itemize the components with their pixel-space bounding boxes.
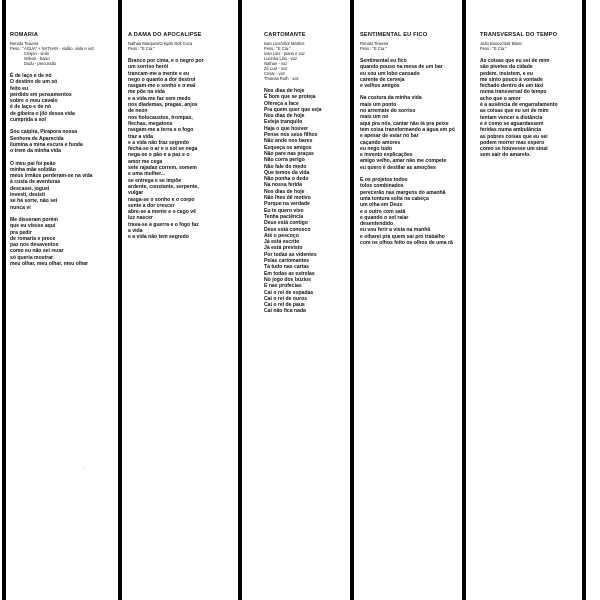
stanza [360,177,464,246]
lyric-line: eu vou ferir a vista na manhã [360,227,431,234]
lyric-line: com os olhos feito os olhos de uma rã [360,240,453,247]
lyric-line: Nos dias de hoje [264,188,305,195]
lyric-line: Não corra perigo [264,157,305,164]
lyric-line: Não lhes dê motivo [264,195,311,202]
lyric-line: sem sair do amarelo. [480,152,531,159]
credit-line: Pess.: "E Cia." [480,46,507,51]
stanza [264,88,368,315]
lyric-line: nunca vi [10,204,31,211]
lyric-line: fecha-se o ar e o sol se nega [128,146,198,153]
lyric-line: É bom que se proteja [264,94,316,101]
song-lyrics [10,73,114,267]
lyric-line: Eu te quero vivo [264,207,304,214]
lyric-line: é de laço e de nó [10,104,52,111]
lyric-line: numa transversal do tempo [480,89,547,96]
song-lyrics [360,58,464,246]
song-column-a-dama-do-apocalipse [128,32,232,247]
lyric-line: Que temos da vida [264,169,310,176]
lyric-line: trava-se a guerra e o fogo faz [128,221,199,228]
lyric-line: pra pedir [10,229,32,236]
lyric-line: Na costura da minha vida [360,95,422,102]
lyric-line: tem coisa transformando a água em pó [360,126,455,133]
lyric-line: e velhos amigos [360,83,400,90]
lyric-line: de romaria e prece [10,235,56,242]
lyric-line: se entrega e se impõe [128,177,182,184]
lyric-line: é a ausência de engarrafamento [480,102,558,109]
lyric-line: me sinto pouco à vontade [480,76,543,83]
lyric-line: Deus está conosco [264,226,311,233]
lyric-line: um sorriso herói [128,64,169,71]
lyric-line: e olharei pra quem sai pro trabalho [360,233,445,240]
lyric-line: As coisas que eu sei de mim [480,58,550,64]
lyric-line: paz nos desaventos [10,242,59,249]
lyric-line: nego o quanto a dor destroi [128,76,196,83]
lyric-line: Por todas as videntes [264,251,317,258]
lyric-line: Cai não fica nada [264,308,306,315]
lyric-line: como eu não sei rezar [10,248,64,255]
lyric-line: desentendido [360,221,394,228]
lyric-line: flechas, megatons [128,120,173,127]
lyric-line: me põe na vida [128,89,165,96]
lyric-line: Me disseram porém [10,216,58,223]
lyric-line: Tenha paciência [264,213,304,220]
lyric-line: perdido em pensamentos [10,91,72,98]
lyric-line: à custa de aventuras [10,179,61,186]
lyric-line: são pivetes da cidade [480,64,533,71]
credit-line: Nathan Marques/Crispim Dell Cuca [128,41,193,46]
song-credits [264,41,368,81]
lyric-line: E os projetos todos [360,177,408,184]
lyric-line: aqui pra nós, cantar não tá pra peixe [360,120,449,127]
credit-line: Ivan Lins/Vitor Martins [264,41,305,46]
lyric-line: Deus está contigo [264,220,308,227]
credit-line: Lucinha Lins - voz [264,56,297,61]
song-lyrics [264,88,368,315]
lyric-line: Sentimental eu fico [360,58,407,64]
lyric-line: É de laço e de nó [10,73,52,79]
lyric-line: mais um nó [360,114,389,121]
lyric-line: feito eu [10,85,29,92]
lyric-line: as coisas que eu sei de mim [480,108,549,115]
lyric-line: pedem, insistem, e eu [480,70,533,77]
stanza [10,73,114,123]
column-divider [2,0,6,600]
lyric-line: que eu viesse aqui [10,223,56,230]
lyric-line: nos diademas, pragas, anjos [128,102,198,109]
credit-line: Cesar - voz [264,71,285,76]
lyric-line: a vida [128,228,143,235]
lyric-line: Nos dias de hoje [264,88,305,94]
lyric-line: Haja o que houver [264,125,309,132]
credit-line: Zé Luiz - voz [264,66,288,71]
lyric-line: o trem da minha vida [10,148,61,155]
credit-line: Dudu - percussão [24,61,57,66]
credit-line: João Bosco/Aldir Blanc [480,41,523,46]
credit-line: Thomas Roth - voz [264,76,299,81]
lyric-line: O destino de um só [10,79,58,86]
lyric-line: Na nossa ferida [264,182,302,189]
lyric-line: eu sou um lobo cansado [360,70,420,77]
lyric-line: luz nascer [128,215,153,222]
credit-line: Pess.: "E Cia." [360,46,387,51]
lyric-line: tentam vencer a distância [480,114,543,121]
lyric-line: Já está previsto [264,245,303,252]
lyric-line: Tá tudo nas cartas [264,264,310,271]
lyric-line: como se houvesse um sinal [480,146,548,153]
lyric-line: Esqueça os amigos [264,144,312,151]
lyric-line: Cai o rei de ouros [264,295,308,302]
lyric-line: Esteja tranquilo [264,119,303,126]
lyric-line: Pense nos seus filhos [264,132,318,139]
lyric-line: Cai o rei de espadas [264,289,314,296]
lyric-line: podem morrer mas espero [480,139,545,146]
song-column-romaria [10,32,114,273]
lyric-line: cumprida a sol [10,117,46,124]
credit-line: Renato Teixeira [360,41,389,46]
lyric-line: eu quero é destilar as amoções [360,164,436,171]
lyric-line: nega-se o pão e a paz e o [128,152,190,159]
lyric-line: Senhora de Aparecida [10,135,64,142]
lyric-line: Não pare nas praças [264,150,314,157]
credit-line: Crispin - viola [24,51,49,56]
lyric-line: tolos combinados [360,183,404,190]
credit-line: Pess.: "E Cia." [264,46,291,51]
lyric-line: feridas numa ambulância [480,127,542,134]
lyric-line: e o outro com satã [360,208,406,215]
lyric-line: sete rajadas correm, somem [128,165,197,172]
credit-line: Renato Teixeira [10,41,39,46]
lyric-line: as pobres coisas que eu sei [480,133,548,140]
lyric-line: fechado dentro de um táxi [480,83,544,90]
lyric-line: descasei, joguei [10,185,50,192]
song-column-cartomante [264,32,368,321]
lyric-line: e a vida não tem segredo [128,234,189,241]
column-divider [118,0,122,600]
lyric-line: eu nego tudo [360,145,392,152]
lyric-line: de gibeira o jiló dessa vida [10,110,75,117]
lyric-line: Pelas cartomantes [264,258,310,265]
lyric-line: Já está escrito [264,239,300,246]
credit-line: Wilson - baixo [24,56,50,61]
stanza [360,95,464,171]
lyric-line: No jogo dos búzios [264,276,311,283]
lyric-line: amor me cega [128,158,163,165]
lyric-line: perecerão nas margens do amanhã [360,189,446,196]
lyric-line: investi, desisti [10,192,46,199]
song-credits [128,41,232,51]
lyric-line: Sou caipira, Pirapora nossa [10,129,78,136]
lyric-line: sobre o meu cavalo [10,98,58,105]
lyric-line: Não ande nos bares [264,138,313,145]
song-title: CARTOMANTE [264,32,306,38]
lyric-line: minha mãe solidão [10,166,56,173]
lyric-line: meu olhar, meu olhar, meu olhar [10,261,89,268]
lyric-line: sente a dor crescer [128,202,175,209]
lyric-line: E nas profecias [264,283,302,290]
song-credits [10,41,114,66]
lyric-line: quando pouso na mesa de um bar [360,64,443,71]
stanza [10,161,114,211]
stanza [10,217,114,267]
lyric-line: rasgam-me o sonho e o mal [128,83,196,90]
lyric-line: O meu pai foi peão [10,160,56,167]
lyric-line: rasga-se o sonho e o corpo [128,196,195,203]
lyric-line: só queria mostrar [10,254,54,261]
lyric-line: nos holocaustos, trompas, [128,114,193,121]
song-credits [480,41,584,51]
lyric-line: caçando amores [360,139,401,146]
song-lyrics [128,58,232,241]
stanza [480,58,584,159]
lyric-line: rasgam-me a terra e o fogo [128,127,194,134]
lyric-line: Porque na verdade [264,201,310,208]
lyric-line: Em todas as estrelas [264,270,315,277]
lyric-line: e apesar de estar no bar [360,133,419,140]
lyric-line: ardente, constante, serpente, [128,183,199,190]
lyric-line: e a vida me faz sem medo [128,95,191,102]
lyric-line: e a vida não traz segredo [128,139,189,146]
stanza [128,58,232,241]
lyric-line: Ofereça a face [264,100,299,107]
lyric-line: meus irmãos perderam-se na vida [10,173,93,180]
song-credits [360,41,464,51]
lyric-line: se há sorte, não sei [10,198,58,205]
credit-line: Pess.: "E Cia." [128,46,155,51]
credit-line: Pess.: "ÁGUA" + NATHAN - violão, viola e voz [10,46,95,51]
lyric-line: de neon [128,108,148,115]
lyric-line: Branco por cima, e o negro por [128,58,204,64]
lyric-line: Pra quem quer que seja [264,106,322,113]
lyric-line: carente de cerveja [360,76,405,83]
lyric-line: abre-se a mente e o cego vê [128,209,196,216]
lyric-line: Nos dias de hoje [264,113,305,120]
lyric-line: e uma mulher... [128,171,166,178]
column-divider [238,0,242,600]
song-column-sentimental-eu-fico [360,32,464,252]
lyric-line: amigo velho, amar não me compete [360,158,447,165]
lyric-line: traz a vida [128,133,153,140]
lyric-line: mais um ponto [360,101,397,108]
stanza [360,58,464,89]
lyric-line: Não fale do medo [264,163,307,170]
lyric-line: e é como se aguardassem [480,120,544,127]
lyric-line: uma tontura solta na cabeça [360,195,429,202]
lyric-line: Até o pescoço [264,232,299,239]
lyric-line: e quando o sol raiar [360,214,409,221]
lyric-line: no arremate do sorriso [360,108,416,115]
lyric-line: acho que o amor [480,95,521,102]
lyric-line: um olha em Deus [360,202,403,209]
lyric-line: ilumina a mina escura e funda [10,141,83,148]
song-title: TRANSVERSAL DO TEMPO [480,32,558,38]
credit-line: Ivan Lins - piano e voz [264,51,305,56]
lyric-line: Não ponha o dedo [264,176,309,183]
lyric-line: trancam-me a mente e eu [128,70,190,77]
lyric-line: vulgar [128,190,144,197]
song-title: A DAMA DO APOCALIPSE [128,32,202,38]
song-title: ROMARIA [10,32,39,38]
lyric-line: e invento explicações [360,152,413,159]
song-title: SENTIMENTAL EU FICO [360,32,428,38]
lyric-line: Cai o rei de paus [264,302,305,309]
song-lyrics [480,58,584,159]
stanza [10,129,114,154]
song-column-transversal-do-tempo [480,32,584,165]
print-speck: · [84,466,86,471]
credit-line: Nathan - voz [264,61,288,66]
